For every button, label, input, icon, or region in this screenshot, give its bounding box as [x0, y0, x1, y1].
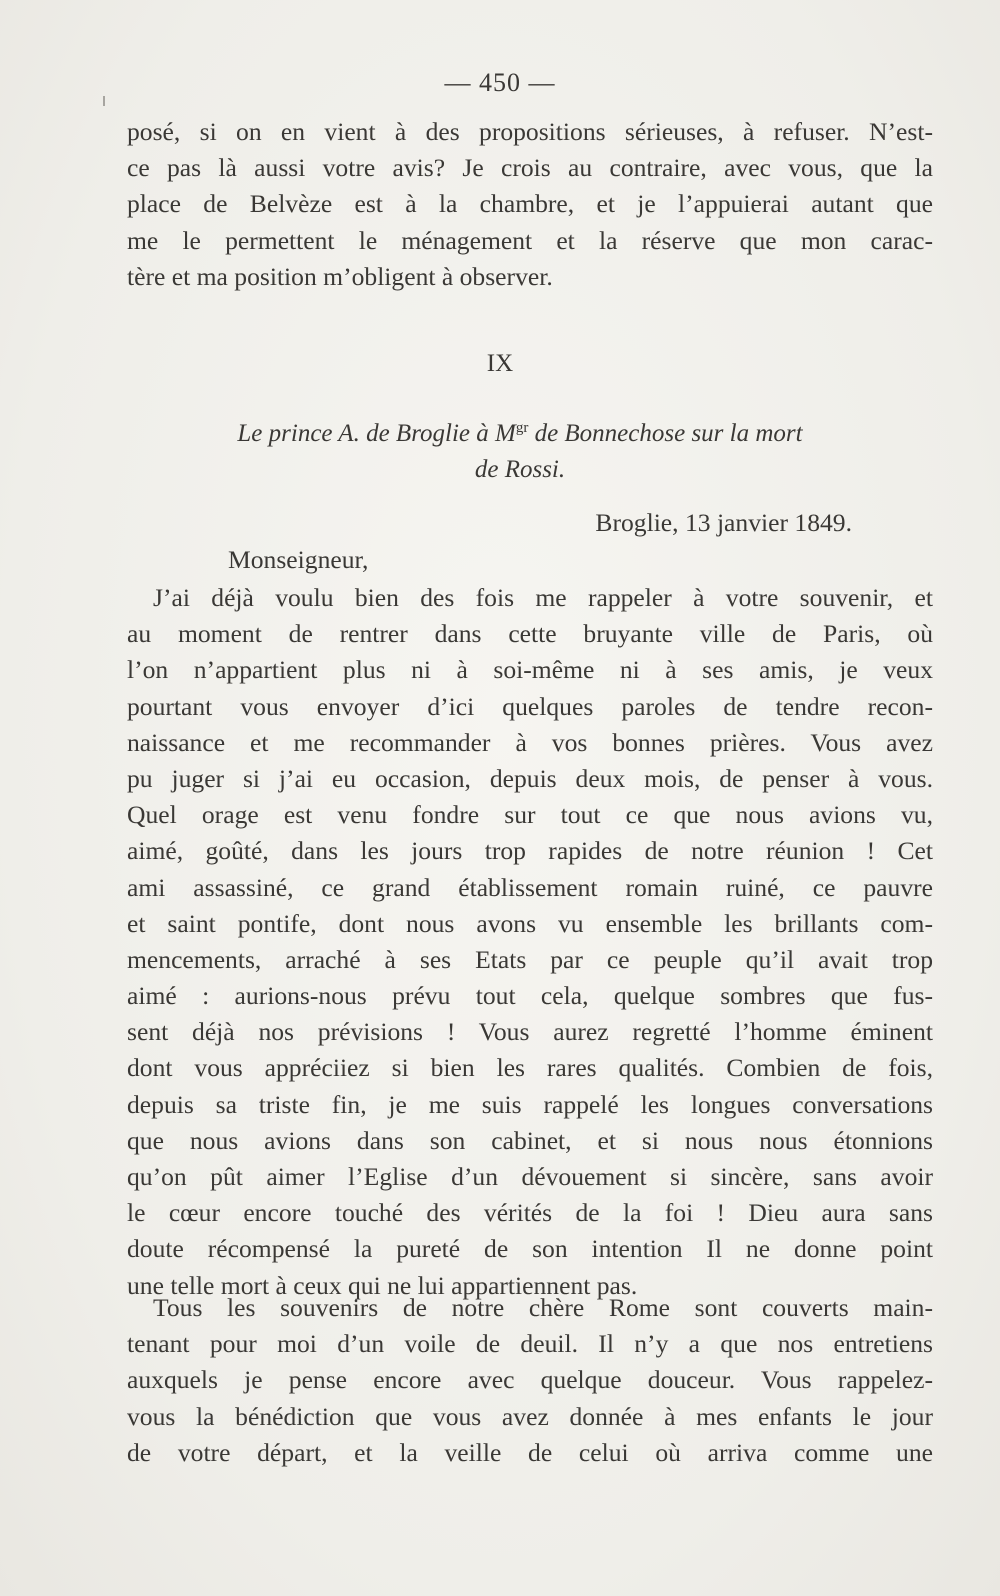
letter-paragraph-2: [127, 1290, 933, 1471]
text-line: aimé : aurions-nous prévu tout cela, quelque sombres que fus-: [127, 981, 933, 1011]
text-line: auxquels je pense encore avec quelque douceur. Vous rappelez-: [127, 1365, 933, 1395]
title-text-b: de Bonnechose sur la mort: [528, 420, 803, 447]
text-line: tère et ma position m’obligent à observer.: [127, 261, 553, 291]
paragraph-continuation: [127, 114, 933, 295]
text-line: le cœur encore touché des vérités de la foi ! Dieu aura sans: [127, 1198, 933, 1228]
page-number: — 450 —: [444, 68, 556, 97]
text-line: vous la bénédiction que vous avez donnée à mes enfants le jour: [127, 1401, 933, 1431]
text-line: Tous les souvenirs de notre chère Rome sont couverts main-: [153, 1293, 933, 1322]
text-line: J’ai déjà voulu bien des fois me rappeler à votre souvenir, et: [153, 583, 933, 612]
text-line: place de Belvèze est à la chambre, et je l’appuierai autant que: [127, 189, 933, 219]
title-superscript: gr: [515, 420, 529, 436]
letter-paragraph-1: [127, 580, 933, 1304]
text-line: ami assassiné, ce grand établissement romain ruiné, ce pauvre: [127, 872, 933, 902]
letter-title-line1: [237, 420, 802, 447]
text-line: une telle mort à ceux qui ne lui appartiennent pas.: [127, 1270, 638, 1300]
text-line: pu juger si j’ai eu occasion, depuis deux mois, de penser à vous.: [127, 763, 933, 793]
section-numeral: IX: [486, 350, 514, 377]
text-line: depuis sa triste fin, je me suis rappelé les longues conversations: [127, 1089, 933, 1119]
text-line: pourtant vous envoyer d’ici quelques paroles de tendre recon-: [127, 691, 933, 721]
text-line: l’on n’appartient plus ni à soi-même ni à ses amis, je veux: [127, 655, 933, 685]
text-line: tenant pour moi d’un voile de deuil. Il n’y a que nos entretiens: [127, 1329, 933, 1359]
text-line: mencements, arraché à ses Etats par ce peuple qu’il avait trop: [127, 944, 933, 974]
text-line: Quel orage est venu fondre sur tout ce que nous avions vu,: [127, 800, 933, 830]
text-line: et saint pontife, dont nous avons vu ensemble les brillants com-: [127, 908, 933, 938]
letter-title-line2: de Rossi.: [474, 456, 566, 483]
text-line: dont vous appréciiez si bien les rares qualités. Combien de fois,: [127, 1053, 933, 1083]
text-line: au moment de rentrer dans cette bruyante ville de Paris, où: [127, 619, 933, 649]
text-line: naissance et me recommander à vos bonnes prières. Vous avez: [127, 727, 933, 757]
text-line: sent déjà nos prévisions ! Vous aurez regretté l’homme éminent: [127, 1017, 933, 1047]
text-line: posé, si on en vient à des propositions sérieuses, à refuser. N’est-: [127, 117, 933, 146]
letter-dateline: Broglie, 13 janvier 1849.: [595, 508, 852, 537]
text-line: ce pas là aussi votre avis? Je crois au contraire, avec vous, que la: [127, 153, 933, 183]
text-line: doute récompensé la pureté de son intention Il ne donne point: [127, 1234, 933, 1264]
text-line: de votre départ, et la veille de celui où arriva comme une: [127, 1437, 933, 1467]
text-line: qu’on pût aimer l’Eglise d’un dévouement si sincère, sans avoir: [127, 1162, 933, 1191]
letter-salutation: Monseigneur,: [228, 545, 369, 574]
text-line: me le permettent le ménagement et la réserve que mon carac-: [127, 225, 933, 255]
letter-title: [150, 410, 890, 488]
title-text-a: Le prince A. de Broglie à M: [237, 420, 516, 447]
text-line: aimé, goûté, dans les jours trop rapides de notre réunion ! Cet: [127, 836, 933, 866]
text-line: que nous avions dans son cabinet, et si nous nous étonnions: [127, 1125, 933, 1155]
